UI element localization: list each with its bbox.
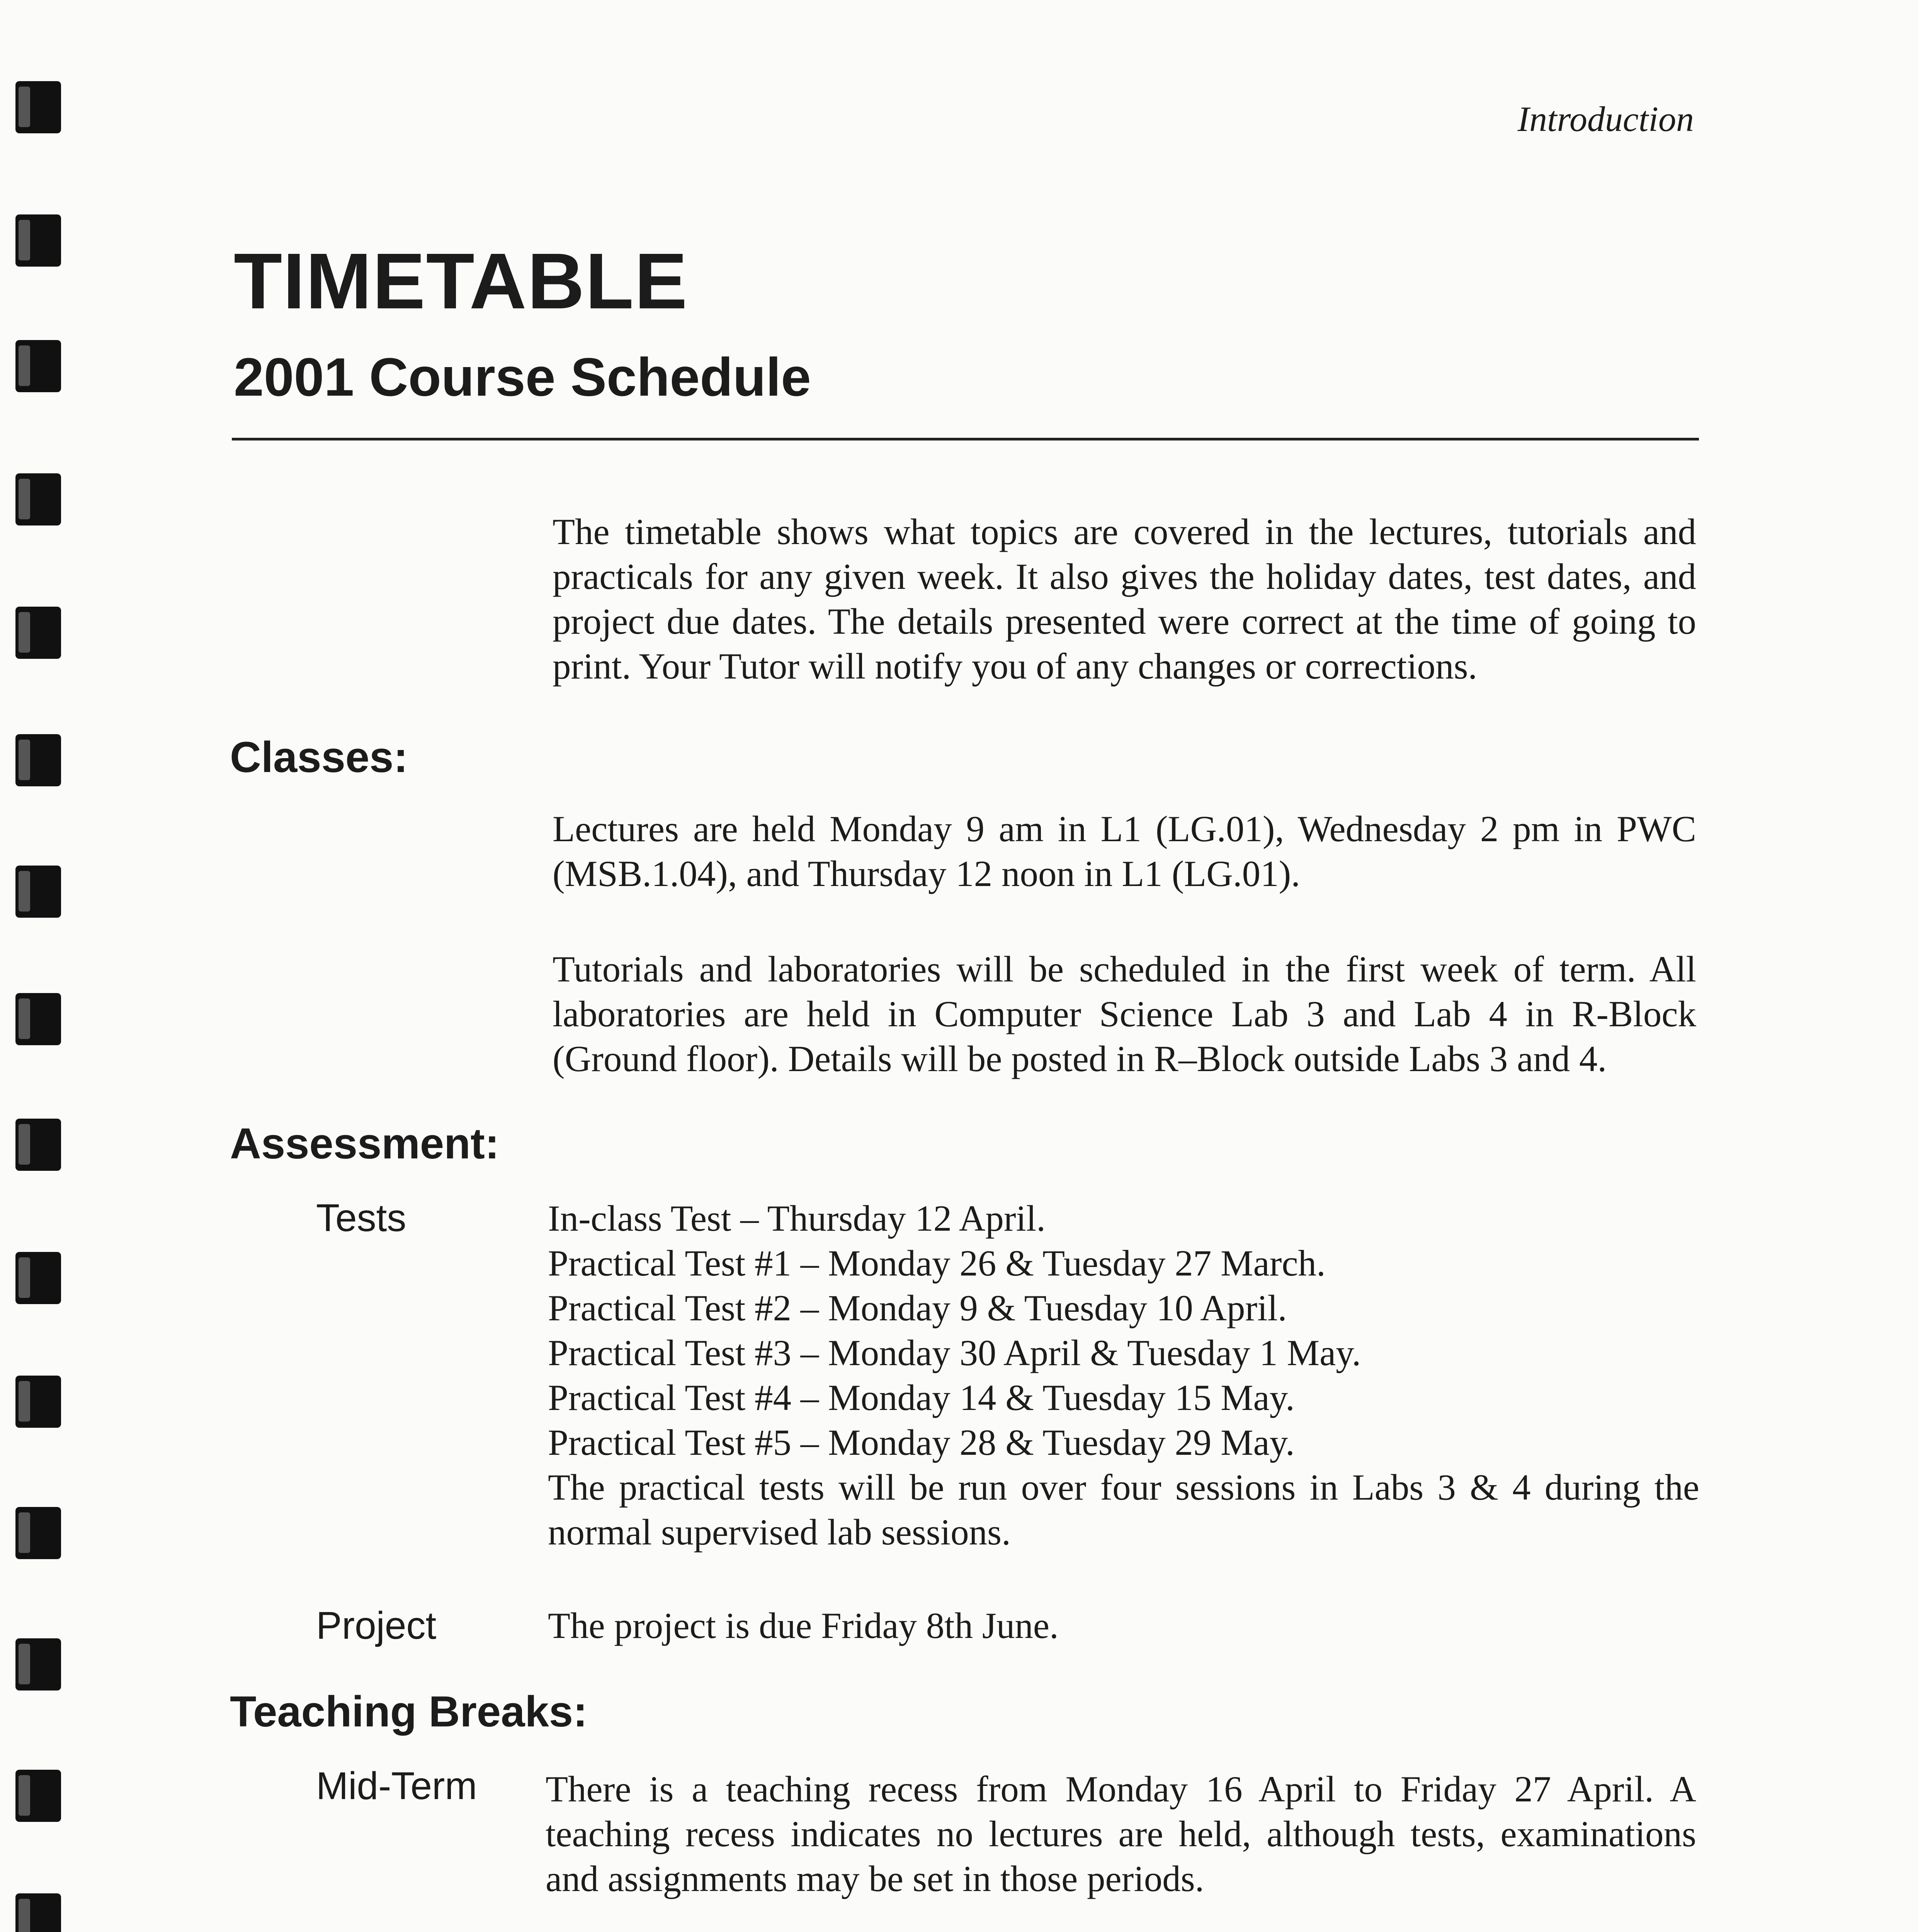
midterm-label: Mid-Term	[316, 1764, 477, 1808]
tests-note: The practical tests will be run over four sessions in Labs 3 & 4 during the normal supervised lab sessions.	[548, 1467, 1699, 1553]
binding-hole	[15, 340, 61, 392]
binding-hole	[15, 1507, 61, 1559]
test-item: Practical Test #4 – Monday 14 & Tuesday 15 May.	[548, 1377, 1295, 1418]
binding-hole	[15, 81, 61, 133]
title-rule	[232, 438, 1699, 440]
spiral-binding	[0, 0, 77, 1932]
assessment-heading: Assessment:	[230, 1119, 500, 1168]
binding-hole	[15, 1252, 61, 1304]
binding-hole	[15, 1770, 61, 1822]
classes-heading: Classes:	[230, 733, 408, 781]
intro-paragraph: The timetable shows what topics are covered in the lectures, tutorials and practicals for any given week. It also gives the holiday dates, test dates, and project due dates. The details presented were correct at the time of going to print. Your Tutor will notify you of any changes or corrections.	[553, 511, 1696, 687]
test-item: Practical Test #2 – Monday 9 & Tuesday 10 April.	[548, 1287, 1287, 1328]
binding-hole	[15, 1119, 61, 1171]
page-title: TIMETABLE	[234, 237, 688, 325]
classes-labs-paragraph: Tutorials and laboratories will be scheduled in the first week of term. All laboratories are held in Computer Science Lab 3 and Lab 4 in R-Block (Ground floor). Details will be posted in R–Block outside Labs 3 and 4.	[553, 949, 1696, 1079]
binding-hole	[15, 473, 61, 526]
midterm-text: There is a teaching recess from Monday 16 April to Friday 27 April. A teaching recess indicates no lectures are held, although tests, examinations and assignments may be set in those periods.	[546, 1769, 1696, 1899]
teaching-breaks-heading: Teaching Breaks:	[230, 1687, 588, 1736]
binding-hole	[15, 214, 61, 267]
test-item: Practical Test #3 – Monday 30 April & Tuesday 1 May.	[548, 1332, 1361, 1373]
test-item: Practical Test #5 – Monday 28 & Tuesday 29 May.	[548, 1422, 1295, 1463]
page-subtitle: 2001 Course Schedule	[234, 347, 811, 407]
binding-hole	[15, 993, 61, 1045]
running-header: Introduction	[1517, 99, 1694, 139]
project-text: The project is due Friday 8th June.	[548, 1605, 1059, 1646]
binding-hole	[15, 1638, 61, 1690]
binding-hole	[15, 607, 61, 659]
tests-label: Tests	[316, 1196, 406, 1240]
binding-hole	[15, 866, 61, 918]
binding-hole	[15, 1893, 61, 1932]
tests-list	[548, 1196, 1699, 1554]
test-item: Practical Test #1 – Monday 26 & Tuesday 27 March.	[548, 1243, 1326, 1284]
test-item: In-class Test – Thursday 12 April.	[548, 1198, 1046, 1239]
classes-lectures-paragraph: Lectures are held Monday 9 am in L1 (LG.01), Wednesday 2 pm in PWC (MSB.1.04), and Thursday 12 noon in L1 (LG.01).	[553, 808, 1696, 894]
binding-hole	[15, 734, 61, 786]
binding-hole	[15, 1376, 61, 1428]
project-label: Project	[316, 1604, 437, 1647]
